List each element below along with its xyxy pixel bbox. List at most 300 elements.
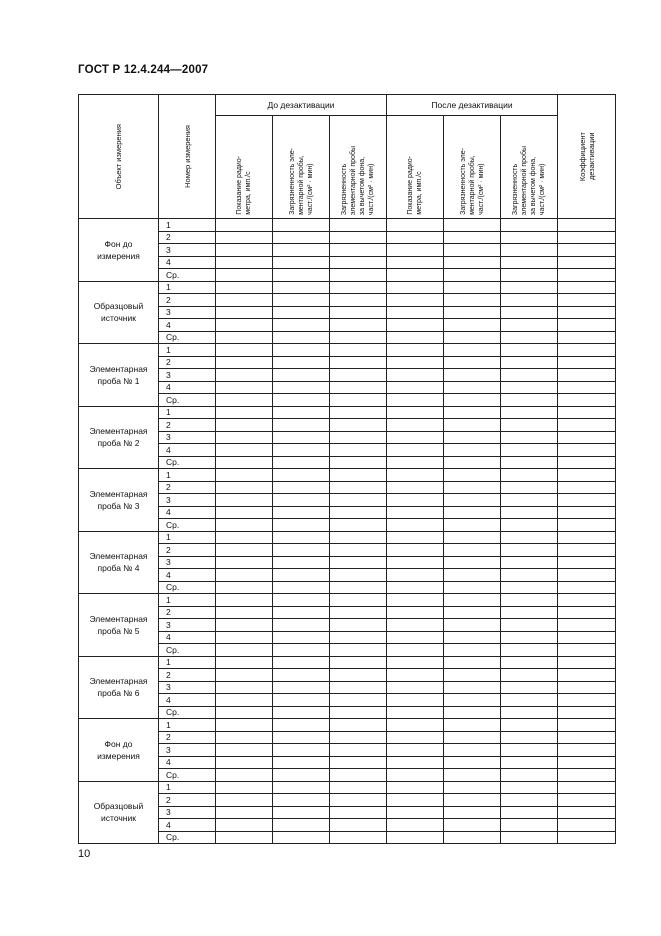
table-row [79,244,616,257]
blank-value-cell [216,469,273,482]
blank-value-cell [216,494,273,507]
blank-value-cell [501,219,558,232]
blank-value-cell [501,706,558,719]
blank-value-cell [330,544,387,557]
blank-value-cell [273,319,330,332]
blank-value-cell [387,269,444,282]
blank-value-cell [444,369,501,382]
measurement-number-cell: 1 [159,719,216,732]
blank-value-cell [216,394,273,407]
header-after-reading-label: Показание радио- метра, имп./с [407,156,424,215]
blank-value-cell [444,219,501,232]
blank-value-cell [444,594,501,607]
measurement-number-cell: 1 [159,781,216,794]
blank-value-cell [216,669,273,682]
object-cell: Образцовый источник [79,781,159,844]
blank-value-cell [330,706,387,719]
header-number [159,95,216,219]
blank-value-cell [558,344,616,357]
header-after-contamination-label: Загрязненность эле- ментарной пробы, част./(см² · мин) [459,148,485,215]
blank-value-cell [387,656,444,669]
header-number-label: Номер измерения [182,125,192,188]
measurement-number-cell: 3 [159,494,216,507]
table-row [79,694,616,707]
measurement-number-cell: 2 [159,356,216,369]
blank-value-cell [444,256,501,269]
blank-value-cell [558,494,616,507]
blank-value-cell [444,569,501,582]
blank-value-cell [273,494,330,507]
blank-value-cell [330,406,387,419]
measurement-number-cell: 2 [159,794,216,807]
table-row [79,306,616,319]
blank-value-cell [558,519,616,532]
blank-value-cell [558,781,616,794]
blank-value-cell [558,281,616,294]
blank-value-cell [216,606,273,619]
blank-value-cell [273,406,330,419]
blank-value-cell [558,306,616,319]
blank-value-cell [501,556,558,569]
blank-value-cell [387,294,444,307]
blank-value-cell [558,581,616,594]
blank-value-cell [501,394,558,407]
blank-value-cell [387,794,444,807]
blank-value-cell [273,231,330,244]
blank-value-cell [501,244,558,257]
blank-value-cell [273,594,330,607]
blank-value-cell [216,656,273,669]
blank-value-cell [273,619,330,632]
object-cell: Элементарная проба № 5 [79,594,159,657]
blank-value-cell [330,656,387,669]
measurement-number-cell: 2 [159,231,216,244]
blank-value-cell [330,606,387,619]
table-row [79,544,616,557]
blank-value-cell [273,256,330,269]
blank-value-cell [330,681,387,694]
header-before-contamination-label: Загрязненность эле- ментарной пробы, част./(см² · мин) [288,148,314,215]
table-row [79,619,616,632]
blank-value-cell [216,806,273,819]
blank-value-cell [273,431,330,444]
blank-value-cell [444,406,501,419]
blank-value-cell [501,281,558,294]
table-row [79,431,616,444]
measurement-number-cell: 4 [159,256,216,269]
blank-value-cell [330,381,387,394]
blank-value-cell [273,331,330,344]
blank-value-cell [273,731,330,744]
blank-value-cell [501,681,558,694]
measurement-number-cell: 4 [159,444,216,457]
measurement-number-cell: 1 [159,344,216,357]
blank-value-cell [558,681,616,694]
table-row [79,581,616,594]
blank-value-cell [444,544,501,557]
blank-value-cell [501,794,558,807]
blank-value-cell [501,744,558,757]
blank-value-cell [444,694,501,707]
blank-value-cell [387,744,444,757]
blank-value-cell [501,719,558,732]
blank-value-cell [273,244,330,257]
blank-value-cell [330,456,387,469]
table-row [79,269,616,282]
header-after-decontamination: После дезактивации [387,95,558,116]
blank-value-cell [558,469,616,482]
blank-value-cell [444,769,501,782]
blank-value-cell [330,631,387,644]
measurement-number-cell: 1 [159,406,216,419]
blank-value-cell [558,669,616,682]
blank-value-cell [330,781,387,794]
blank-value-cell [273,269,330,282]
blank-value-cell [558,631,616,644]
blank-value-cell [558,381,616,394]
blank-value-cell [330,494,387,507]
blank-value-cell [273,281,330,294]
blank-value-cell [501,569,558,582]
measurement-number-cell: 4 [159,694,216,707]
blank-value-cell [387,644,444,657]
blank-value-cell [444,731,501,744]
blank-value-cell [330,581,387,594]
blank-value-cell [558,569,616,582]
table-row [79,406,616,419]
measurement-number-cell: 4 [159,819,216,832]
table-row [79,769,616,782]
table-row [79,494,616,507]
blank-value-cell [501,444,558,457]
measurement-number-cell: 1 [159,469,216,482]
blank-value-cell [501,619,558,632]
blank-value-cell [216,344,273,357]
blank-value-cell [558,456,616,469]
blank-value-cell [216,381,273,394]
table-row [79,669,616,682]
measurement-number-cell: 2 [159,294,216,307]
blank-value-cell [330,619,387,632]
blank-value-cell [330,644,387,657]
blank-value-cell [387,519,444,532]
blank-value-cell [216,619,273,632]
blank-value-cell [558,606,616,619]
blank-value-cell [216,519,273,532]
blank-value-cell [387,731,444,744]
blank-value-cell [216,319,273,332]
blank-value-cell [444,681,501,694]
blank-value-cell [273,519,330,532]
object-cell: Образцовый источник [79,281,159,344]
blank-value-cell [273,394,330,407]
blank-value-cell [387,631,444,644]
table-body [79,219,616,844]
blank-value-cell [216,356,273,369]
blank-value-cell [558,544,616,557]
blank-value-cell [387,769,444,782]
blank-value-cell [273,556,330,569]
measurement-number-cell: 1 [159,656,216,669]
blank-value-cell [501,406,558,419]
blank-value-cell [216,719,273,732]
table-row [79,644,616,657]
blank-value-cell [216,419,273,432]
blank-value-cell [216,731,273,744]
object-cell: Фон до измерения [79,719,159,782]
blank-value-cell [444,344,501,357]
table-row [79,731,616,744]
blank-value-cell [387,431,444,444]
blank-value-cell [444,719,501,732]
blank-value-cell [330,319,387,332]
measurement-number-cell: 3 [159,431,216,444]
table-row [79,506,616,519]
blank-value-cell [558,406,616,419]
blank-value-cell [216,256,273,269]
measurement-number-cell: 3 [159,806,216,819]
blank-value-cell [501,256,558,269]
blank-value-cell [387,381,444,394]
blank-value-cell [330,831,387,844]
measurement-number-cell: 1 [159,281,216,294]
measurement-number-cell: 2 [159,731,216,744]
blank-value-cell [387,781,444,794]
blank-value-cell [330,331,387,344]
blank-value-cell [387,244,444,257]
blank-value-cell [216,831,273,844]
measurement-number-cell: 4 [159,631,216,644]
blank-value-cell [273,719,330,732]
blank-value-cell [387,494,444,507]
blank-value-cell [387,306,444,319]
blank-value-cell [330,256,387,269]
blank-value-cell [273,806,330,819]
blank-value-cell [444,556,501,569]
document-title: ГОСТ Р 12.4.244—2007 [78,64,209,76]
table-row [79,356,616,369]
blank-value-cell [558,531,616,544]
measurement-number-cell: Ср. [159,269,216,282]
blank-value-cell [387,469,444,482]
blank-value-cell [387,681,444,694]
blank-value-cell [387,456,444,469]
table-row [79,456,616,469]
blank-value-cell [444,619,501,632]
measurement-number-cell: Ср. [159,394,216,407]
blank-value-cell [273,544,330,557]
blank-value-cell [558,419,616,432]
blank-value-cell [330,369,387,382]
table-row [79,219,616,232]
header-row-groups [79,95,616,116]
blank-value-cell [216,444,273,457]
blank-value-cell [501,519,558,532]
table-row [79,369,616,382]
blank-value-cell [216,369,273,382]
measurement-number-cell: 2 [159,481,216,494]
header-after-contamination [444,116,501,219]
blank-value-cell [387,819,444,832]
blank-value-cell [444,669,501,682]
measurement-number-cell: 3 [159,619,216,632]
blank-value-cell [444,581,501,594]
blank-value-cell [330,219,387,232]
table-row [79,819,616,832]
blank-value-cell [273,531,330,544]
object-cell: Элементарная проба № 1 [79,344,159,407]
blank-value-cell [387,344,444,357]
blank-value-cell [330,519,387,532]
table-row [79,756,616,769]
blank-value-cell [444,531,501,544]
blank-value-cell [558,331,616,344]
blank-value-cell [501,694,558,707]
blank-value-cell [444,281,501,294]
blank-value-cell [387,256,444,269]
blank-value-cell [273,631,330,644]
blank-value-cell [216,294,273,307]
blank-value-cell [444,819,501,832]
blank-value-cell [330,431,387,444]
measurement-number-cell: Ср. [159,581,216,594]
blank-value-cell [387,756,444,769]
blank-value-cell [558,294,616,307]
object-cell: Элементарная проба № 3 [79,469,159,532]
blank-value-cell [444,831,501,844]
blank-value-cell [216,306,273,319]
blank-value-cell [387,394,444,407]
blank-value-cell [387,481,444,494]
blank-value-cell [558,394,616,407]
measurement-number-cell: Ср. [159,644,216,657]
blank-value-cell [444,331,501,344]
blank-value-cell [444,494,501,507]
measurement-number-cell: 4 [159,381,216,394]
blank-value-cell [558,756,616,769]
blank-value-cell [444,244,501,257]
table-row [79,831,616,844]
measurement-number-cell: Ср. [159,769,216,782]
blank-value-cell [501,319,558,332]
blank-value-cell [558,594,616,607]
blank-value-cell [216,706,273,719]
blank-value-cell [558,731,616,744]
blank-value-cell [330,594,387,607]
table-row [79,631,616,644]
blank-value-cell [444,781,501,794]
blank-value-cell [330,794,387,807]
blank-value-cell [273,706,330,719]
blank-value-cell [387,719,444,732]
blank-value-cell [558,819,616,832]
measurement-number-cell: 2 [159,544,216,557]
blank-value-cell [387,506,444,519]
table-row [79,381,616,394]
blank-value-cell [387,594,444,607]
blank-value-cell [558,231,616,244]
object-cell: Фон до измерения [79,219,159,282]
table-row [79,419,616,432]
blank-value-cell [387,231,444,244]
blank-value-cell [330,444,387,457]
table-row [79,556,616,569]
blank-value-cell [216,531,273,544]
measurement-number-cell: Ср. [159,706,216,719]
blank-value-cell [501,606,558,619]
blank-value-cell [330,731,387,744]
blank-value-cell [387,444,444,457]
blank-value-cell [216,569,273,582]
blank-value-cell [501,469,558,482]
blank-value-cell [501,456,558,469]
blank-value-cell [444,794,501,807]
measurement-number-cell: 1 [159,531,216,544]
blank-value-cell [501,644,558,657]
header-object [79,95,159,219]
blank-value-cell [387,281,444,294]
blank-value-cell [330,294,387,307]
blank-value-cell [216,781,273,794]
blank-value-cell [330,394,387,407]
blank-value-cell [330,419,387,432]
blank-value-cell [501,356,558,369]
measurement-number-cell: Ср. [159,831,216,844]
measurement-number-cell: 4 [159,319,216,332]
blank-value-cell [216,244,273,257]
blank-value-cell [387,706,444,719]
blank-value-cell [501,294,558,307]
blank-value-cell [558,506,616,519]
blank-value-cell [330,669,387,682]
header-after-net-contamination-label: Загрязненность элементарной пробы за вычетом фона, част./(см² · мин) [512,145,547,215]
blank-value-cell [444,381,501,394]
header-before-net-contamination [330,116,387,219]
table-row [79,231,616,244]
blank-value-cell [444,606,501,619]
blank-value-cell [444,506,501,519]
measurement-number-cell: 2 [159,419,216,432]
blank-value-cell [273,681,330,694]
table-row [79,806,616,819]
blank-value-cell [273,781,330,794]
blank-value-cell [387,619,444,632]
measurement-table [78,94,616,844]
blank-value-cell [444,644,501,657]
measurement-number-cell: 2 [159,669,216,682]
object-cell: Элементарная проба № 2 [79,406,159,469]
measurement-number-cell: 3 [159,556,216,569]
blank-value-cell [501,819,558,832]
blank-value-cell [387,331,444,344]
blank-value-cell [558,769,616,782]
blank-value-cell [444,456,501,469]
blank-value-cell [273,769,330,782]
blank-value-cell [501,344,558,357]
blank-value-cell [444,656,501,669]
blank-value-cell [558,369,616,382]
blank-value-cell [387,694,444,707]
blank-value-cell [273,344,330,357]
blank-value-cell [387,806,444,819]
blank-value-cell [216,756,273,769]
blank-value-cell [501,381,558,394]
blank-value-cell [273,794,330,807]
blank-value-cell [558,319,616,332]
blank-value-cell [558,269,616,282]
blank-value-cell [273,356,330,369]
blank-value-cell [558,256,616,269]
